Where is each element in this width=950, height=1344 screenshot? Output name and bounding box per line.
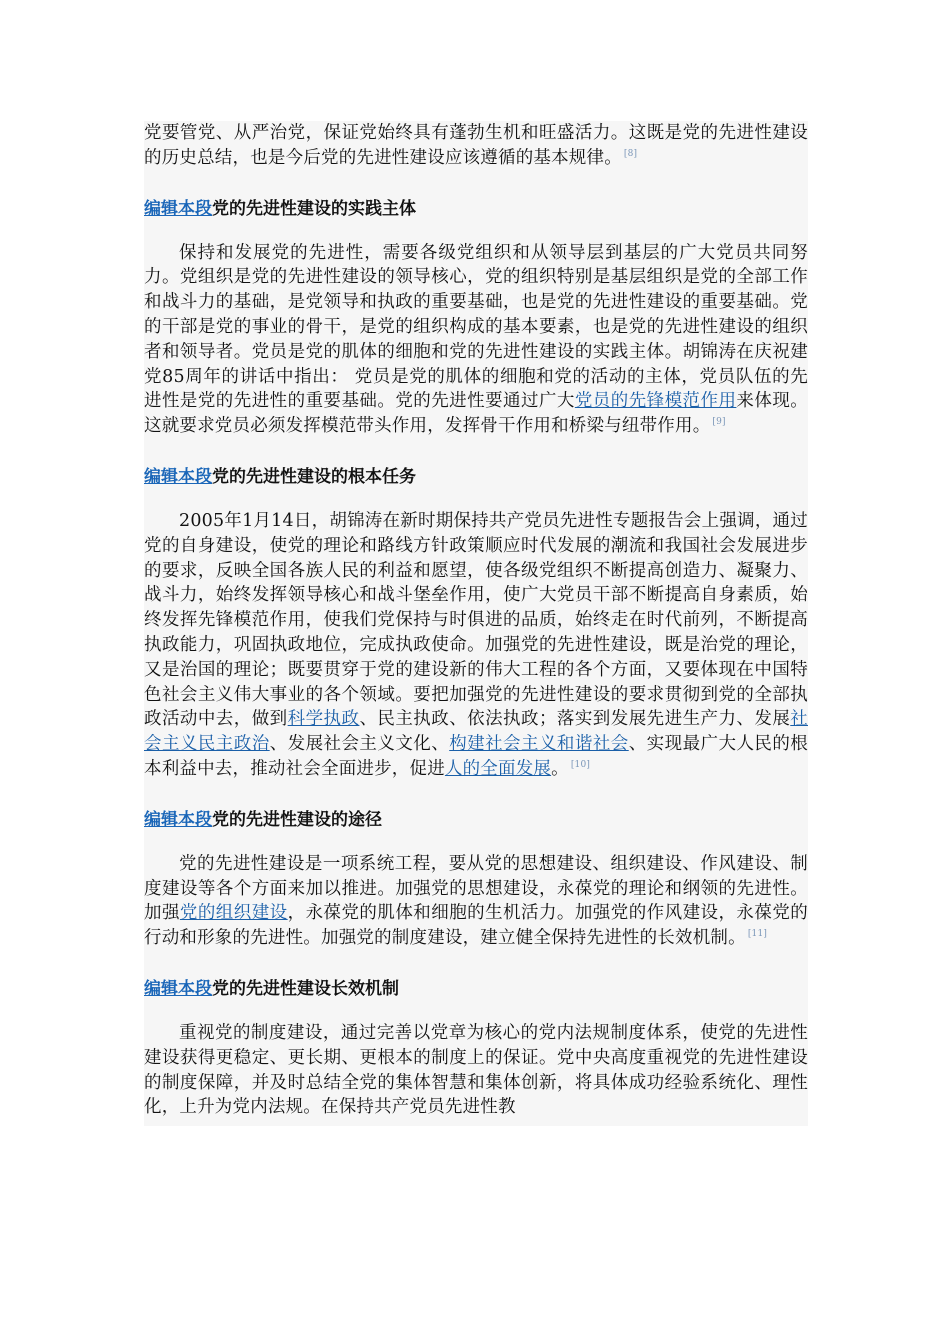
paragraph-text: 。 (551, 758, 569, 779)
paragraph-text: 、实现最广大人民的根本利益中去，推动社会全面进步，促进 (144, 734, 809, 779)
inline-link[interactable]: 科学执政 (287, 709, 360, 730)
section-paragraph (144, 509, 808, 782)
section-title: 党的先进性建设的途径 (212, 809, 382, 830)
paragraph-text: 来体现。这就要求党员必须发挥模范带头作用，发挥骨干作用和桥梁与纽带作用。 (144, 391, 808, 437)
reference-mark[interactable]: [10] (570, 760, 591, 771)
section-paragraph (144, 852, 808, 951)
section-heading (144, 977, 808, 1001)
inline-link[interactable]: 党员的先锋模范作用 (574, 391, 737, 412)
paragraph-text: 、发展社会主义文化、 (269, 734, 450, 755)
paragraph-text: 保持和发展党的先进性，需要各级党组织和从领导层到基层的广大党员共同努力。党组织是党的先进性建设的领导核心，党的组织特别是基层组织是党的全部工作和战斗力的基础，是党领导和执政的重要基础，也是党的先进性建设的重要基础。党的干部是党的事业的骨干，是党的组织构成的基本要素，也是党的先进性建设的组织者和领导者。党员是党的肌体的细胞和党的先进性建设的实践主体。胡锦涛在庆祝建党85周年的讲话中指出： 党员是党的肌体的细胞和党的活动的主体，党员队伍的先进性是党的先进性的重要基础。党的先进性要通过广大 (144, 242, 808, 412)
section-paragraph (144, 241, 808, 439)
section-heading (144, 465, 808, 489)
edit-section-link[interactable]: 编辑本段 (144, 466, 212, 487)
reference-mark[interactable]: [11] (747, 929, 768, 940)
section-paragraph (144, 1021, 808, 1120)
article-body (144, 121, 808, 1126)
inline-link[interactable]: 社会主义民主政治 (144, 709, 808, 755)
inline-link[interactable]: 党的组织建设 (179, 903, 288, 924)
section-title: 党的先进性建设的根本任务 (212, 466, 416, 487)
paragraph-text: ，永葆党的肌体和细胞的生机活力。加强党的作风建设，永葆党的行动和形象的先进性。加强党的制度建设，建立健全保持先进性的长效机制。 (144, 903, 808, 949)
reference-mark[interactable]: [9] (712, 417, 726, 428)
intro-paragraph (144, 121, 808, 171)
section-heading (144, 808, 808, 832)
reference-mark[interactable]: [8] (623, 148, 638, 159)
section-heading (144, 197, 808, 221)
section-title: 党的先进性建设的实践主体 (212, 198, 416, 219)
inline-link[interactable]: 构建社会主义和谐社会 (449, 734, 629, 755)
section-title: 党的先进性建设长效机制 (212, 978, 399, 999)
paragraph-text: 重视党的制度建设，通过完善以党章为核心的党内法规制度体系，使党的先进性建设获得更稳定、更长期、更根本的制度上的保证。党中央高度重视党的先进性建设的制度保障，并及时总结全党的集体智慧和集体创新，将具体成功经验系统化、理性化，上升为党内法规。在保持共产党员先进性教 (144, 1022, 808, 1118)
inline-link[interactable]: 人的全面发展 (444, 758, 552, 779)
intro-text: 党要管党、从严治党，保证党始终具有蓬勃生机和旺盛活力。这既是党的先进性建设的历史总结，也是今后党的先进性建设应该遵循的基本规律。 (144, 123, 808, 168)
paragraph-text: 2005年1月14日，胡锦涛在新时期保持共产党员先进性专题报告会上强调，通过党的自身建设，使党的理论和路线方针政策顺应时代发展的潮流和我国社会发展进步的要求，反映全国各族人民的利益和愿望，使各级党组织不断提高创造力、凝聚力、战斗力，始终发挥领导核心和战斗堡垒作用，使广大党员干部不断提高自身素质，始终发挥先锋模范作用，使我们党保持与时俱进的品质，始终走在时代前列，不断提高执政能力，巩固执政地位，完成执政使命。加强党的先进性建设，既是治党的理论，又是治国的理论；既要贯穿于党的建设新的伟大工程的各个方面，又要体现在中国特色社会主义伟大事业的各个领域。要把加强党的先进性建设的要求贯彻到党的全部执政活动中去，做到 (144, 510, 808, 730)
sections-container (144, 197, 808, 1121)
edit-section-link[interactable]: 编辑本段 (144, 198, 212, 219)
edit-section-link[interactable]: 编辑本段 (144, 978, 212, 999)
edit-section-link[interactable]: 编辑本段 (144, 809, 212, 830)
paragraph-text: 党的先进性建设是一项系统工程，要从党的思想建设、组织建设、作风建设、制度建设等各个方面来加以推进。加强党的思想建设，永葆党的理论和纲领的先进性。加强 (144, 853, 808, 924)
paragraph-text: 、民主执政、依法执政；落实到发展先进生产力、发展 (359, 709, 791, 730)
